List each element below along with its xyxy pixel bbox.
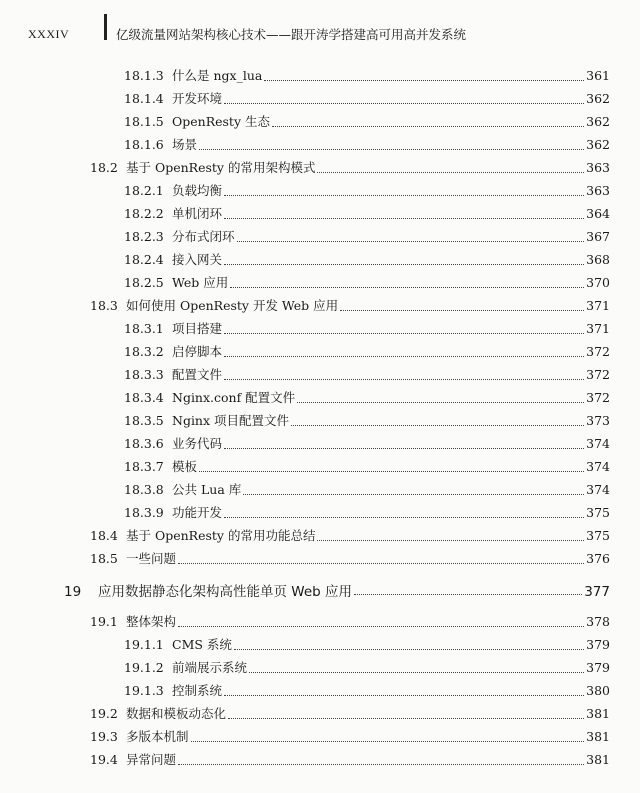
toc-entry-page: 375: [586, 528, 610, 543]
toc-section-entry: [90, 727, 610, 749]
toc-entry-number: 19.4: [90, 752, 118, 767]
toc-leader-dots: [224, 102, 584, 104]
toc-leader-dots: [178, 763, 584, 765]
toc-entry-title: Nginx 项目配置文件: [172, 413, 290, 428]
toc-leader-dots: [264, 79, 584, 81]
toc-leader-dots: [178, 562, 584, 564]
toc-entry-title: 功能开发: [172, 505, 223, 520]
toc-leader-dots: [178, 625, 584, 627]
toc-subsection-entry: [124, 135, 610, 157]
toc-entry-title: 接入网关: [172, 252, 223, 267]
toc-entry-number: 19: [64, 584, 82, 600]
toc-entry-page: 363: [586, 160, 610, 175]
toc-entry-number: 18.2.4: [124, 252, 164, 267]
toc-entry-title: Nginx.conf 配置文件: [172, 390, 296, 405]
toc-entry-page: 372: [586, 390, 610, 405]
toc-leader-dots: [340, 309, 584, 311]
toc-entry-title: 单机闭环: [172, 206, 223, 221]
toc-entry-number: 18.3.8: [124, 482, 164, 497]
toc-entry-number: 18.3.5: [124, 413, 164, 428]
toc-subsection-entry: [124, 204, 610, 226]
toc-entry-title: 分布式闭环: [172, 229, 235, 244]
toc-entry-title: 场景: [172, 137, 198, 152]
toc-subsection-entry: [124, 181, 610, 203]
toc-entry-title: CMS 系统: [172, 637, 232, 652]
toc-section-entry: [90, 612, 610, 634]
toc-leader-dots: [224, 355, 584, 357]
toc-leader-dots: [297, 401, 584, 403]
toc-entry-number: 18.2.2: [124, 206, 164, 221]
toc-leader-dots: [199, 148, 584, 150]
toc-entry-page: 372: [586, 367, 610, 382]
toc-subsection-entry: [124, 503, 610, 525]
book-title: 亿级流量网站架构核心技术——跟开涛学搭建高可用高并发系统: [116, 27, 467, 42]
toc-leader-dots: [291, 424, 584, 426]
toc-subsection-entry: [124, 227, 610, 249]
toc-entry-title: 一些问题: [126, 551, 177, 566]
toc-leader-dots: [243, 493, 584, 495]
toc-subsection-entry: [124, 250, 610, 272]
toc-entry-page: 379: [586, 637, 610, 652]
toc-entry-number: 18.3.1: [124, 321, 164, 336]
toc-entry-number: 19.1: [90, 614, 118, 629]
toc-subsection-entry: [124, 658, 610, 680]
toc-entry-page: 381: [586, 706, 610, 721]
toc-leader-dots: [249, 671, 584, 673]
toc-entry-number: 18.3.3: [124, 367, 164, 382]
toc-leader-dots: [354, 593, 582, 595]
toc-entry-page: 371: [586, 321, 610, 336]
toc-leader-dots: [224, 694, 584, 696]
toc-leader-dots: [234, 648, 584, 650]
toc-subsection-entry: [124, 411, 610, 433]
toc-entry-page: 381: [586, 752, 610, 767]
toc-entry-title: OpenResty 生态: [172, 114, 270, 129]
toc-entry-page: 377: [584, 584, 610, 600]
toc-entry-page: 372: [586, 344, 610, 359]
toc-entry-page: 362: [586, 114, 610, 129]
toc-subsection-entry: [124, 480, 610, 502]
toc-entry-page: 371: [586, 298, 610, 313]
toc-entry-page: 364: [586, 206, 610, 221]
toc-entry-page: 374: [586, 482, 610, 497]
toc-entry-number: 18.4: [90, 528, 118, 543]
toc-leader-dots: [224, 217, 584, 219]
toc-entry-number: 18.5: [90, 551, 118, 566]
toc-entry-page: 367: [586, 229, 610, 244]
toc-entry-page: 363: [586, 183, 610, 198]
toc-subsection-entry: [124, 342, 610, 364]
toc-entry-number: 18.1.6: [124, 137, 164, 152]
toc-leader-dots: [224, 378, 584, 380]
toc-entry-number: 18.3.7: [124, 459, 164, 474]
toc-entry-title: 多版本机制: [126, 729, 189, 744]
toc-chapter-entry: [64, 580, 610, 602]
toc-entry-number: 18.2.5: [124, 275, 164, 290]
toc-entry-title: 模板: [172, 459, 198, 474]
toc-entry-page: 361: [586, 68, 610, 83]
toc-subsection-entry: [124, 388, 610, 410]
toc-entry-title: 公共 Lua 库: [172, 482, 242, 497]
toc-leader-dots: [224, 447, 584, 449]
toc-entry-number: 19.1.1: [124, 637, 164, 652]
toc-entry-title: 启停脚本: [172, 344, 223, 359]
toc-entry-page: 374: [586, 436, 610, 451]
toc-entry-number: 19.1.2: [124, 660, 164, 675]
toc-entry-number: 18.1.4: [124, 91, 164, 106]
toc-section-entry: [90, 750, 610, 772]
toc-subsection-entry: [124, 635, 610, 657]
toc-subsection-entry: [124, 681, 610, 703]
toc-subsection-entry: [124, 112, 610, 134]
toc-entry-title: 控制系统: [172, 683, 223, 698]
toc-entry-number: 18.3.2: [124, 344, 164, 359]
toc-leader-dots: [317, 539, 584, 541]
toc-entry-page: 379: [586, 660, 610, 675]
toc-entry-number: 18.3.4: [124, 390, 164, 405]
toc-leader-dots: [224, 263, 584, 265]
toc-entry-page: 374: [586, 459, 610, 474]
toc-leader-dots: [237, 240, 585, 242]
toc-leader-dots: [317, 171, 584, 173]
toc-entry-title: 配置文件: [172, 367, 223, 382]
toc-entry-number: 18.2.3: [124, 229, 164, 244]
toc-subsection-entry: [124, 457, 610, 479]
toc-leader-dots: [230, 286, 584, 288]
toc-entry-title: 什么是 ngx_lua: [172, 68, 263, 83]
toc-entry-page: 376: [586, 551, 610, 566]
toc-entry-number: 18.3.9: [124, 505, 164, 520]
toc-leader-dots: [228, 717, 584, 719]
toc-entry-page: 375: [586, 505, 610, 520]
toc-leader-dots: [224, 332, 584, 334]
toc-entry-title: 如何使用 OpenResty 开发 Web 应用: [126, 298, 339, 313]
toc-section-entry: [90, 526, 610, 548]
toc-leader-dots: [272, 125, 584, 127]
toc-leader-dots: [191, 740, 585, 742]
toc-entry-page: 378: [586, 614, 610, 629]
toc-subsection-entry: [124, 66, 610, 88]
toc-leader-dots: [224, 516, 584, 518]
toc-section-entry: [90, 296, 610, 318]
page-header: [0, 0, 640, 44]
toc-subsection-entry: [124, 365, 610, 387]
toc-entry-title: 基于 OpenResty 的常用架构模式: [126, 160, 316, 175]
toc-leader-dots: [199, 470, 584, 472]
toc-entry-number: 19.3: [90, 729, 118, 744]
page-number: XXXIV: [28, 27, 70, 41]
toc-entry-number: 19.2: [90, 706, 118, 721]
toc-section-entry: [90, 704, 610, 726]
toc-entry-page: 381: [586, 729, 610, 744]
toc-entry-number: 18.3: [90, 298, 118, 313]
toc-entry-title: 负载均衡: [172, 183, 223, 198]
toc-entry-page: 373: [586, 413, 610, 428]
toc-entry-title: 应用数据静态化架构高性能单页 Web 应用: [98, 584, 353, 600]
toc-subsection-entry: [124, 319, 610, 341]
toc-entry-number: 18.1.3: [124, 68, 164, 83]
toc-leader-dots: [224, 194, 584, 196]
toc-entry-page: 368: [586, 252, 610, 267]
toc-entry-page: 362: [586, 137, 610, 152]
toc-entry-title: 开发环境: [172, 91, 223, 106]
toc-entry-title: 数据和模板动态化: [126, 706, 227, 721]
toc-entry-number: 18.1.5: [124, 114, 164, 129]
toc-entry-title: 异常问题: [126, 752, 177, 767]
toc-entry-title: 基于 OpenResty 的常用功能总结: [126, 528, 316, 543]
toc-entry-page: 380: [586, 683, 610, 698]
toc-entry-title: 项目搭建: [172, 321, 223, 336]
toc-entry-title: Web 应用: [172, 275, 229, 290]
toc-entry-number: 19.1.3: [124, 683, 164, 698]
header-divider: [104, 14, 107, 40]
toc-section-entry: [90, 158, 610, 180]
toc-subsection-entry: [124, 273, 610, 295]
toc-entry-title: 前端展示系统: [172, 660, 248, 675]
toc-entry-page: 362: [586, 91, 610, 106]
toc-entry-number: 18.2: [90, 160, 118, 175]
toc-section-entry: [90, 549, 610, 571]
toc-entry-title: 业务代码: [172, 436, 223, 451]
toc-subsection-entry: [124, 434, 610, 456]
toc-entry-number: 18.2.1: [124, 183, 164, 198]
toc-entry-title: 整体架构: [126, 614, 177, 629]
toc-subsection-entry: [124, 89, 610, 111]
toc-entry-number: 18.3.6: [124, 436, 164, 451]
toc-entry-page: 370: [586, 275, 610, 290]
